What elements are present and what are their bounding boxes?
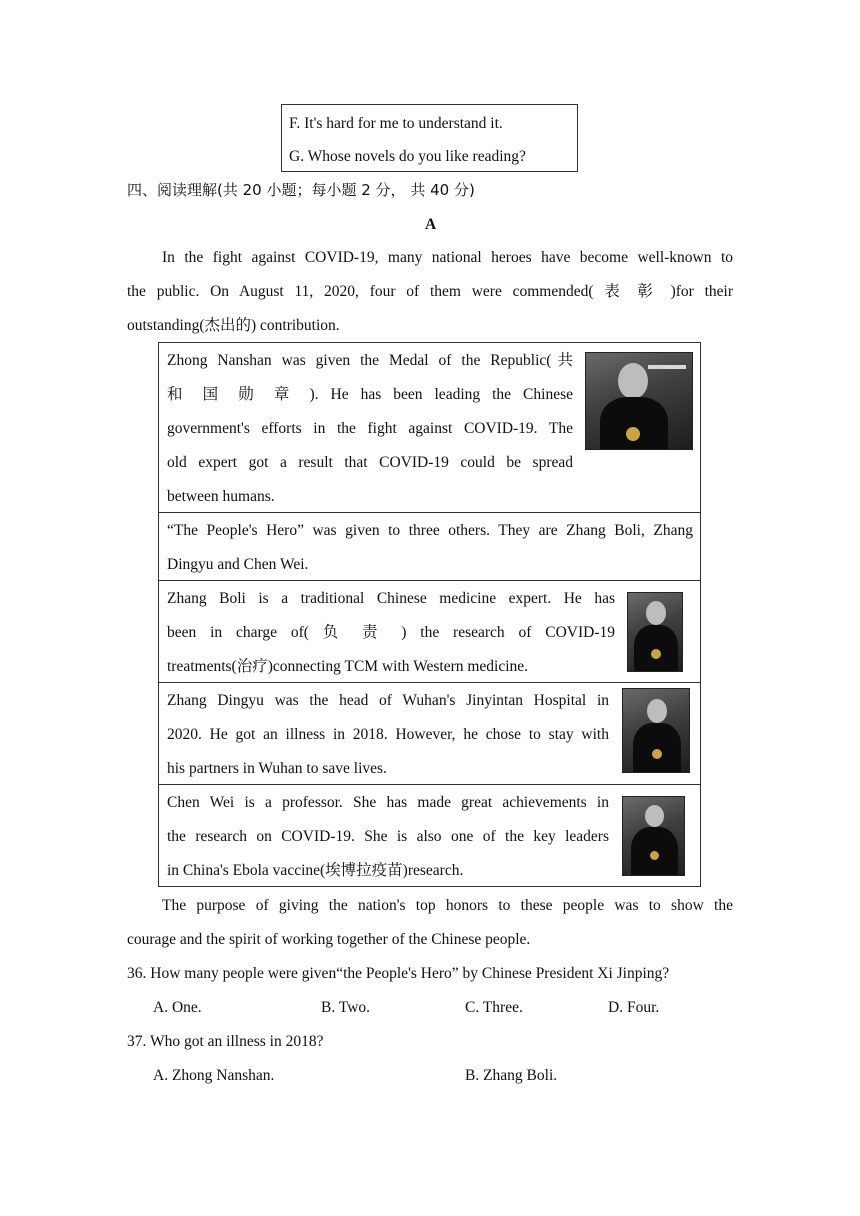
conclusion-line-1: The purpose of giving the nation's top honors to these people was to show the: [162, 897, 733, 914]
zhong-line-5: between humans.: [167, 488, 275, 505]
portrait-chen-wei-icon: [622, 796, 685, 876]
conclusion-line-2: courage and the spirit of working together of the Chinese people.: [127, 931, 531, 948]
q36-option-b: B. Two.: [321, 999, 371, 1016]
q37-option-a: A. Zhong Nanshan.: [153, 1067, 275, 1084]
intro-line-2: the public. On August 11, 2020, four of them were commended( 表 彰 )for their: [127, 283, 733, 300]
boli-line-1: Zhang Boli is a traditional Chinese medicine expert. He has: [167, 590, 615, 607]
passage-label: A: [425, 216, 437, 233]
options-box: [281, 104, 578, 172]
option-g: G. Whose novels do you like reading?: [289, 148, 526, 165]
portrait-zhang-dingyu-icon: [622, 688, 690, 773]
q37-option-b: B. Zhang Boli.: [465, 1067, 558, 1084]
chenwei-line-1: Chen Wei is a professor. She has made great achievements in: [167, 794, 609, 811]
zhong-line-2: 和 国 勋 章 ). He has been leading the Chinese: [167, 386, 573, 403]
portrait-zhang-boli-icon: [627, 592, 683, 672]
q36-option-d: D. Four.: [608, 999, 660, 1016]
boli-line-2: been in charge of( 负 责 ) the research of COVID-19: [167, 624, 615, 641]
intro-line-3: outstanding(杰出的) contribution.: [127, 317, 340, 334]
q36-option-c: C. Three.: [465, 999, 523, 1016]
chenwei-line-2: the research on COVID-19. She is also one of the key leaders: [167, 828, 609, 845]
chenwei-line-3: in China's Ebola vaccine(埃博拉疫苗)research.: [167, 862, 464, 879]
section-heading: 四、阅读理解(共 20 小题；每小题 2 分， 共 40 分): [127, 181, 475, 199]
intro-line-1: In the fight against COVID-19, many national heroes have become well-known to: [162, 249, 733, 266]
zhong-line-3: government's efforts in the fight against COVID-19. The: [167, 420, 573, 437]
boli-line-3: treatments(治疗)connecting TCM with Western medicine.: [167, 658, 529, 675]
heroes-line-1: “The People's Hero” was given to three others. They are Zhang Boli, Zhang: [167, 522, 693, 539]
zhong-line-4: old expert got a result that COVID-19 could be spread: [167, 454, 573, 471]
dingyu-line-2: 2020. He got an illness in 2018. However, he chose to stay with: [167, 726, 609, 743]
dingyu-line-3: his partners in Wuhan to save lives.: [167, 760, 387, 777]
option-f: F. It's hard for me to understand it.: [289, 115, 503, 132]
portrait-zhong-nanshan-icon: [585, 352, 693, 450]
question-36: 36. How many people were given“the People's Hero” by Chinese President Xi Jinping?: [127, 965, 670, 982]
dingyu-line-1: Zhang Dingyu was the head of Wuhan's Jinyintan Hospital in: [167, 692, 609, 709]
heroes-line-2: Dingyu and Chen Wei.: [167, 556, 309, 573]
zhong-line-1: Zhong Nanshan was given the Medal of the Republic(共: [167, 352, 573, 369]
q36-option-a: A. One.: [153, 999, 202, 1016]
question-37: 37. Who got an illness in 2018?: [127, 1033, 324, 1050]
